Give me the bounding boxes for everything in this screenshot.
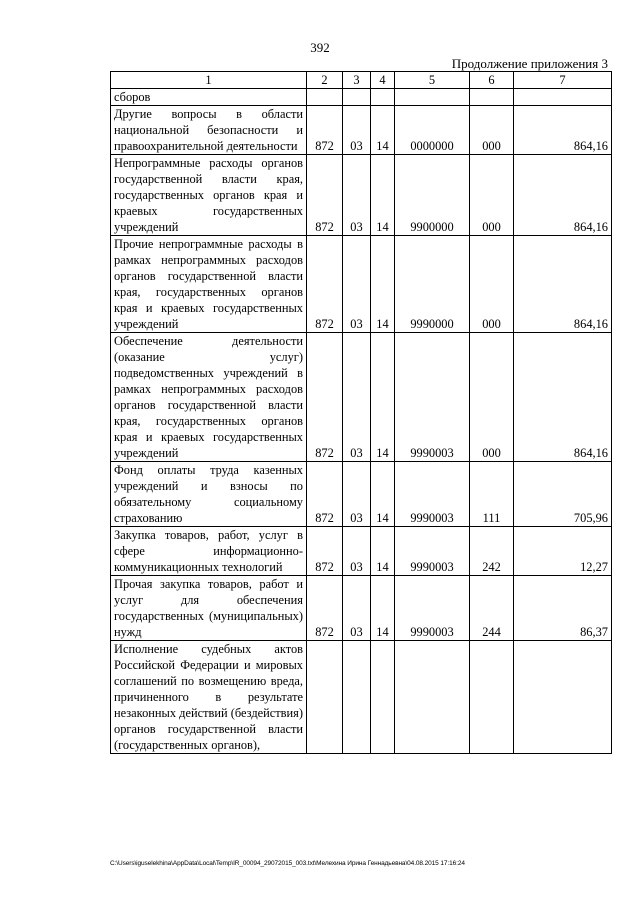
table-row [111, 155, 612, 236]
table-row [111, 641, 612, 754]
amount-cell [514, 89, 612, 106]
target-article-cell [395, 641, 470, 754]
expense-type-cell [470, 641, 514, 754]
code-cell: 872 [307, 333, 343, 462]
footer-path: C:\Users\iguselekhina\AppData\Local\Temp\IR_00094_29072015_003.txt\Мелехина Ирина Геннадьевна\04.08.2015 17:16:24 [110, 860, 465, 867]
target-article-cell: 0000000 [395, 106, 470, 155]
section-cell: 03 [343, 527, 371, 576]
header-cell: 1 [111, 72, 307, 89]
amount-cell: 705,96 [514, 462, 612, 527]
table-row [111, 106, 612, 155]
section-cell: 03 [343, 106, 371, 155]
target-article-cell: 9990000 [395, 236, 470, 333]
subsection-cell: 14 [371, 236, 395, 333]
subsection-cell: 14 [371, 462, 395, 527]
description-cell: Непрограммные расходы органов государственной власти края, государственных органов края и краевых государственных учреждений [111, 155, 307, 236]
subsection-cell [371, 641, 395, 754]
amount-cell: 864,16 [514, 155, 612, 236]
description-cell: Фонд оплаты труда казенных учреждений и взносы по обязательному социальному страхованию [111, 462, 307, 527]
description-cell: сборов [111, 89, 307, 106]
description-cell: Закупка товаров, работ, услуг в сфере информационно-коммуникационных технологий [111, 527, 307, 576]
subsection-cell: 14 [371, 333, 395, 462]
continuation-note: Продолжение приложения 3 [451, 56, 608, 71]
subsection-cell: 14 [371, 106, 395, 155]
code-cell: 872 [307, 462, 343, 527]
amount-cell: 864,16 [514, 236, 612, 333]
subsection-cell [371, 89, 395, 106]
section-cell: 03 [343, 333, 371, 462]
description-cell: Обеспечение деятельности (оказание услуг) подведомственных учреждений в рамках непрограммных расходов органов государственной власти края, государственных органов края и краевых государственных учреждений [111, 333, 307, 462]
subsection-cell: 14 [371, 155, 395, 236]
section-cell: 03 [343, 155, 371, 236]
code-cell [307, 641, 343, 754]
expense-type-cell: 242 [470, 527, 514, 576]
header-cell: 2 [307, 72, 343, 89]
amount-cell: 864,16 [514, 106, 612, 155]
code-cell: 872 [307, 155, 343, 236]
page-number: 392 [310, 40, 330, 55]
target-article-cell: 9990003 [395, 527, 470, 576]
code-cell: 872 [307, 106, 343, 155]
table-row [111, 576, 612, 641]
description-cell: Исполнение судебных актов Российской Федерации и мировых соглашений по возмещению вреда, причиненного в результате незаконных действий (бездействия) органов государственной власти (государственных органов), [111, 641, 307, 754]
section-cell: 03 [343, 236, 371, 333]
table-row [111, 236, 612, 333]
header-cell: 4 [371, 72, 395, 89]
header-cell: 6 [470, 72, 514, 89]
table-body [111, 89, 612, 754]
section-cell: 03 [343, 462, 371, 527]
expense-type-cell: 000 [470, 106, 514, 155]
expense-type-cell: 000 [470, 333, 514, 462]
description-cell: Прочая закупка товаров, работ и услуг для обеспечения государственных (муниципальных) нужд [111, 576, 307, 641]
amount-cell: 864,16 [514, 333, 612, 462]
amount-cell [514, 641, 612, 754]
code-cell: 872 [307, 236, 343, 333]
target-article-cell: 9990003 [395, 333, 470, 462]
amount-cell: 12,27 [514, 527, 612, 576]
code-cell: 872 [307, 576, 343, 641]
header-cell: 3 [343, 72, 371, 89]
budget-table [110, 71, 612, 754]
table-row [111, 462, 612, 527]
expense-type-cell: 244 [470, 576, 514, 641]
header-cell: 7 [514, 72, 612, 89]
target-article-cell: 9990003 [395, 462, 470, 527]
table-row [111, 89, 612, 106]
section-cell [343, 641, 371, 754]
description-cell: Прочие непрограммные расходы в рамках непрограммных расходов органов государственной власти края, государственных органов края и краевых государственных учреждений [111, 236, 307, 333]
description-cell: Другие вопросы в области национальной безопасности и правоохранительной деятельности [111, 106, 307, 155]
amount-cell: 86,37 [514, 576, 612, 641]
header-row [111, 72, 612, 89]
expense-type-cell: 111 [470, 462, 514, 527]
code-cell: 872 [307, 527, 343, 576]
code-cell [307, 89, 343, 106]
table-row [111, 333, 612, 462]
expense-type-cell: 000 [470, 155, 514, 236]
target-article-cell: 9990003 [395, 576, 470, 641]
header-cell: 5 [395, 72, 470, 89]
section-cell [343, 89, 371, 106]
subsection-cell: 14 [371, 576, 395, 641]
subsection-cell: 14 [371, 527, 395, 576]
section-cell: 03 [343, 576, 371, 641]
target-article-cell [395, 89, 470, 106]
table-row [111, 527, 612, 576]
expense-type-cell [470, 89, 514, 106]
target-article-cell: 9900000 [395, 155, 470, 236]
expense-type-cell: 000 [470, 236, 514, 333]
